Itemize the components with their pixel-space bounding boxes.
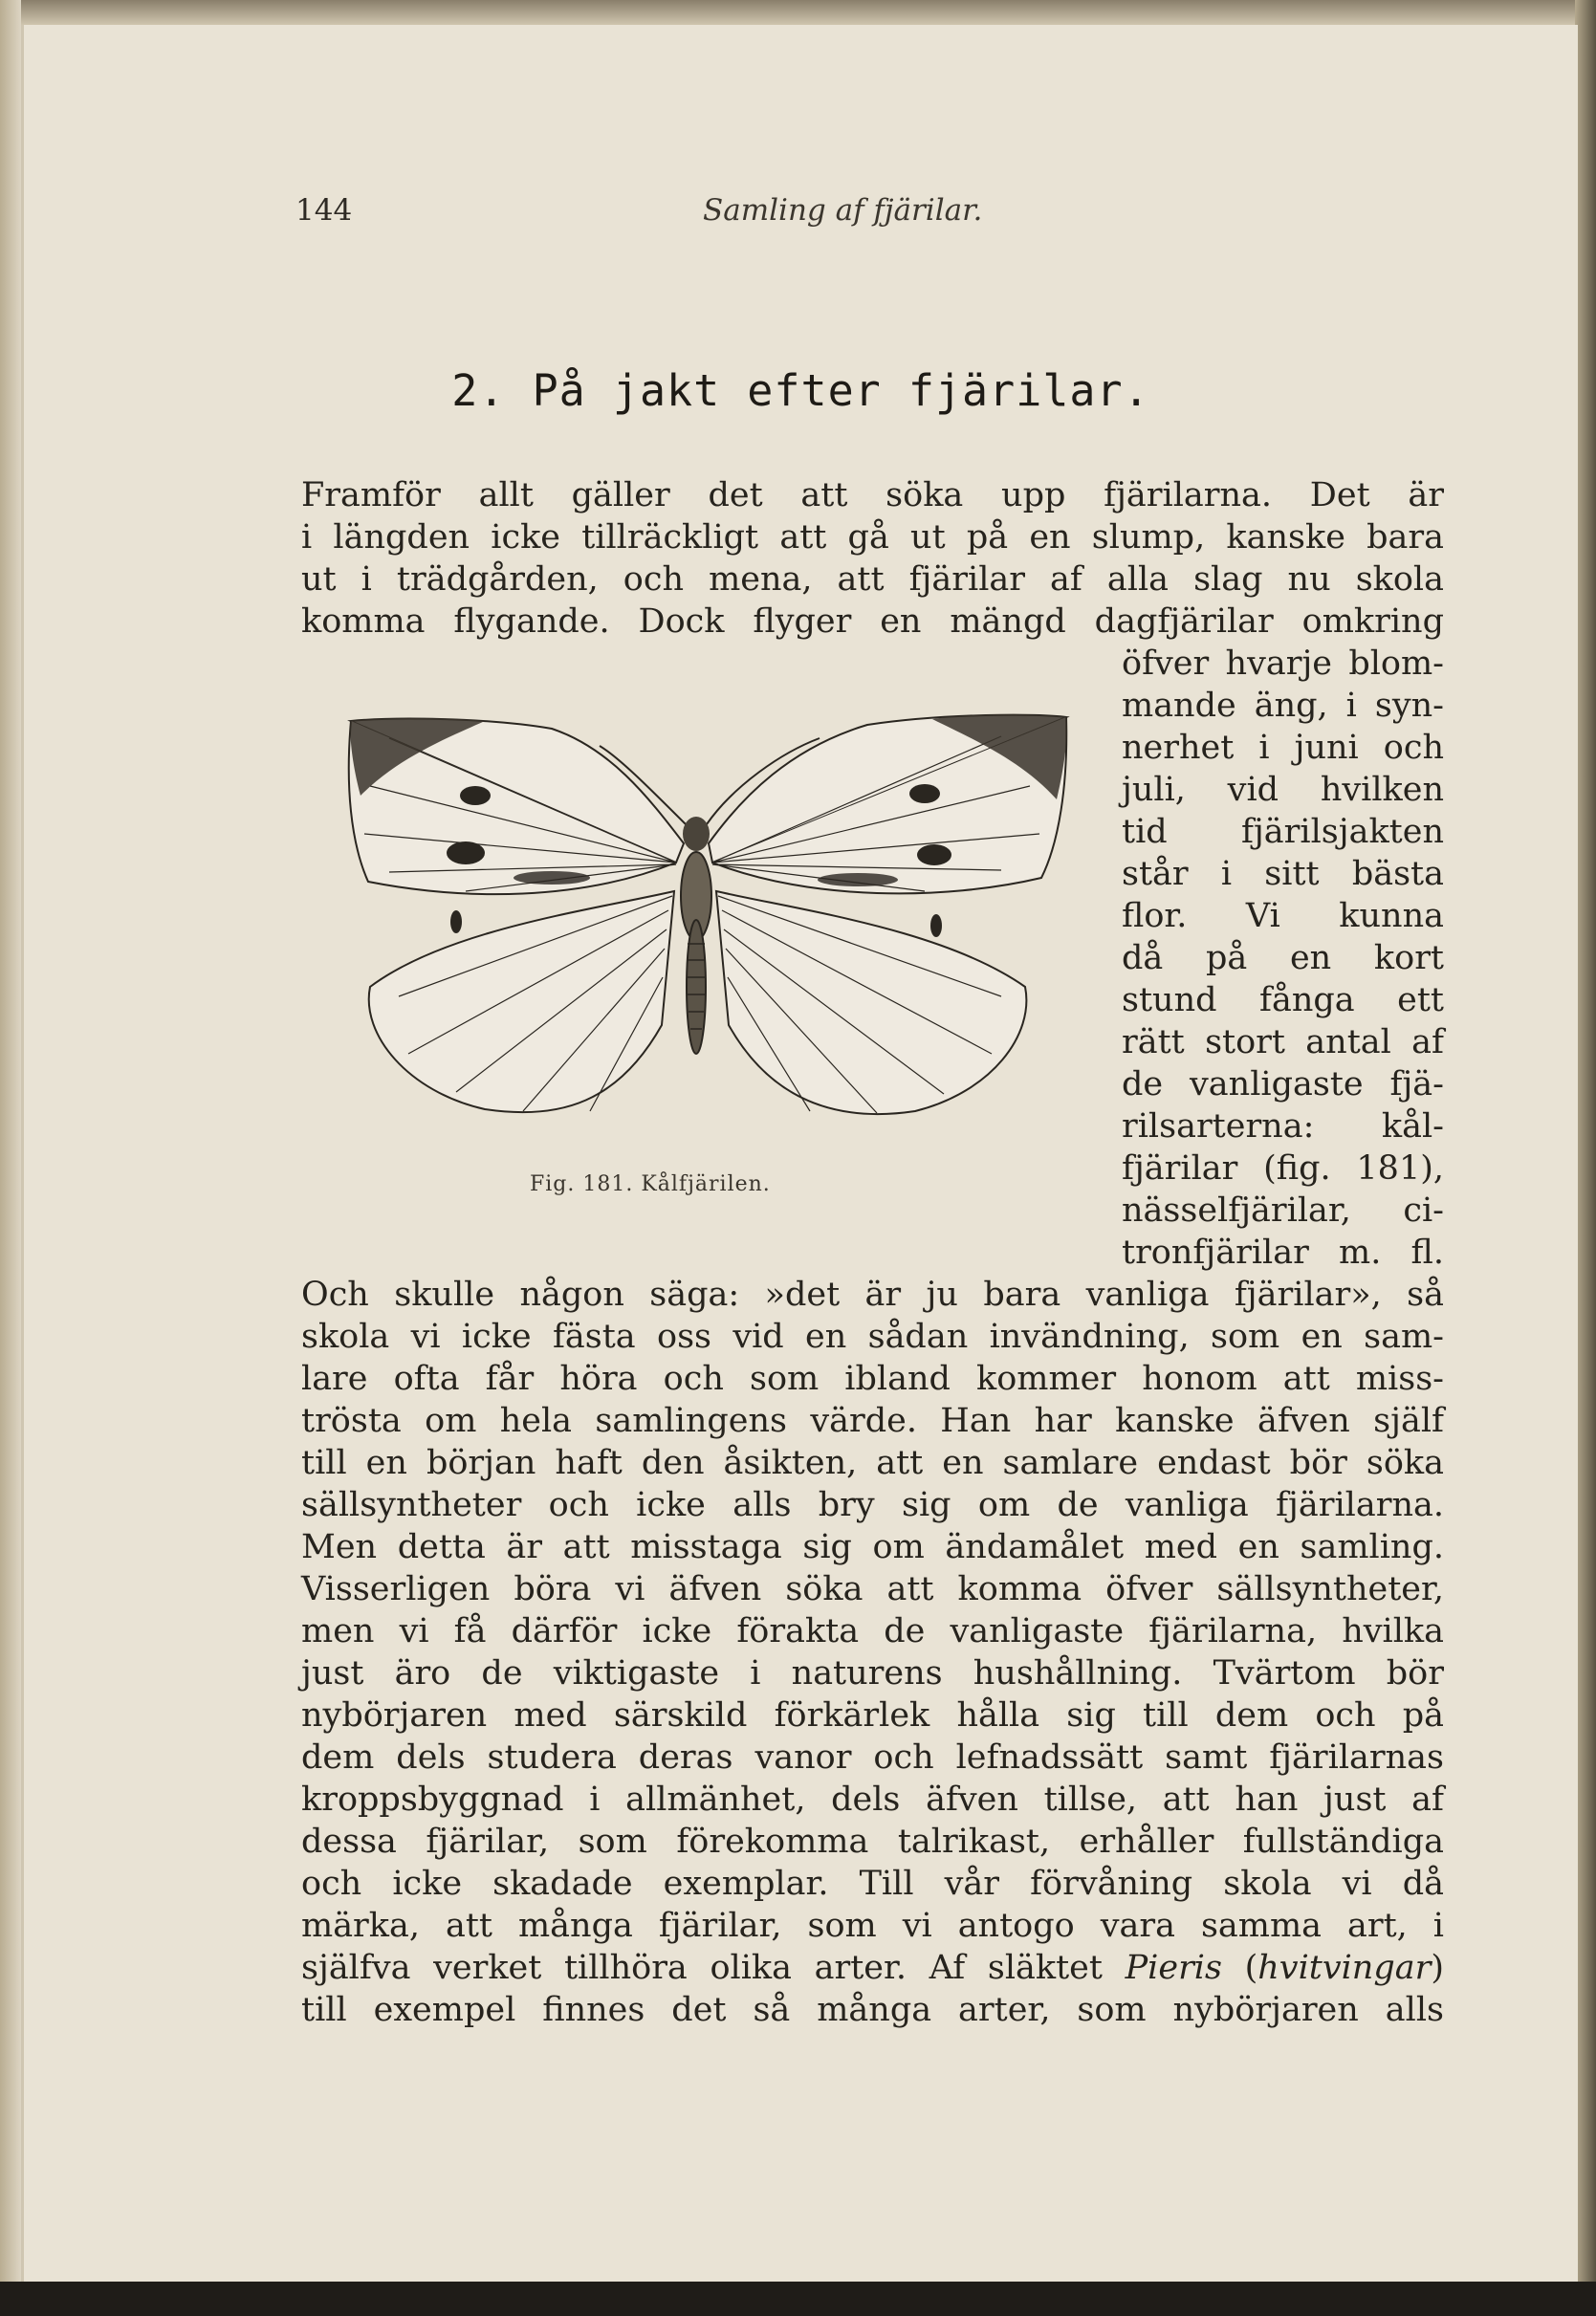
text-line: fjärilar (fig. 181), (1122, 1149, 1444, 1188)
section-heading: 2. På jakt efter fjärilar. (451, 365, 1150, 416)
text-segment: själfva verket tillhöra olika arter. Af släktet (301, 1949, 1103, 1987)
page-number: 144 (295, 193, 353, 228)
text-line: till exempel finnes det så många arter, som nybörjaren alls (301, 1991, 1444, 2029)
running-title: Samling af fjärilar. (703, 193, 983, 228)
book-top-edge (0, 0, 1596, 25)
text-line: stund fånga ett (1122, 981, 1444, 1019)
paren-open: ( (1221, 1949, 1258, 1987)
book-bottom-edge (0, 2282, 1596, 2316)
book-left-edge (0, 0, 21, 2316)
text-line: öfver hvarje blom- (1122, 645, 1444, 683)
text-line: tronfjärilar m. fl. (1122, 1234, 1444, 1272)
text-line: kroppsbyggnad i allmänhet, dels äfven tillse, att han just af (301, 1781, 1444, 1819)
text-line: komma flygande. Dock flyger en mängd dagfjärilar omkring (301, 602, 1444, 641)
text-line: just äro de viktigaste i naturens hushållning. Tvärtom bör (301, 1654, 1444, 1693)
text-line: nerhet i juni och (1122, 729, 1444, 767)
text-line: flor. Vi kunna (1122, 897, 1444, 935)
text-line: sällsyntheter och icke alls bry sig om de vanliga fjärilarna. (301, 1486, 1444, 1524)
book-page (21, 25, 1578, 2282)
paragraph-top (301, 474, 1444, 643)
page-header (24, 193, 1578, 241)
book-right-edge (1575, 0, 1596, 2316)
text-line: i längden icke tillräckligt att gå ut på en slump, kanske bara (301, 518, 1444, 557)
text-line: nybörjaren med särskild förkärlek hålla sig till dem och på (301, 1696, 1444, 1735)
text-line: men vi få därför icke förakta de vanligaste fjärilarna, hvilka (301, 1612, 1444, 1650)
text-line: dem dels studera deras vanor och lefnadssätt samt fjärilarnas (301, 1738, 1444, 1777)
genus-name: Pieris (1125, 1949, 1222, 1987)
butterfly-figure (332, 700, 1082, 1149)
text-line: nässelfjärilar, ci- (1122, 1191, 1444, 1230)
text-line: tid fjärilsjakten (1122, 813, 1444, 851)
text-line: märka, att många fjärilar, som vi antogo vara samma art, i (301, 1907, 1444, 1945)
figure-caption: Fig. 181. Kålfjärilen. (530, 1172, 771, 1196)
text-line: och icke skadade exemplar. Till vår förvåning skola vi då (301, 1865, 1444, 1903)
paragraph-bottom (301, 1274, 1444, 2031)
text-line: rilsarterna: kål- (1122, 1107, 1444, 1146)
text-line: står i sitt bästa (1122, 855, 1444, 893)
text-line: trösta om hela samlingens värde. Han har kanske äfven själf (301, 1402, 1444, 1440)
common-name: hvitvingar (1257, 1949, 1432, 1987)
text-line: mande äng, i syn- (1122, 687, 1444, 725)
text-line: skola vi icke fästa oss vid en sådan invändning, som en sam- (301, 1318, 1444, 1356)
paragraph-right-column (1122, 643, 1444, 1274)
text-line: Och skulle någon säga: »det är ju bara vanliga fjärilar», så (301, 1276, 1444, 1314)
text-line-with-genus (301, 1947, 1444, 1989)
text-line: dessa fjärilar, som förekomma talrikast, erhåller fullständiga (301, 1823, 1444, 1861)
text-line: lare ofta får höra och som ibland kommer honom att miss- (301, 1360, 1444, 1398)
text-line: till en början haft den åsikten, att en samlare endast bör söka (301, 1444, 1444, 1482)
butterfly-illustration (332, 700, 1082, 1149)
text-line: juli, vid hvilken (1122, 771, 1444, 809)
text-line: Men detta är att misstaga sig om ändamålet med en samling. (301, 1528, 1444, 1566)
text-line: ut i trädgården, och mena, att fjärilar af alla slag nu skola (301, 560, 1444, 599)
text-line: Framför allt gäller det att söka upp fjärilarna. Det är (301, 476, 1444, 514)
text-line: de vanligaste fjä- (1122, 1065, 1444, 1103)
text-line: Visserligen böra vi äfven söka att komma öfver sällsyntheter, (301, 1570, 1444, 1608)
text-line: då på en kort (1122, 939, 1444, 977)
text-line: rätt stort antal af (1122, 1023, 1444, 1061)
paren-close: ) (1431, 1949, 1444, 1987)
